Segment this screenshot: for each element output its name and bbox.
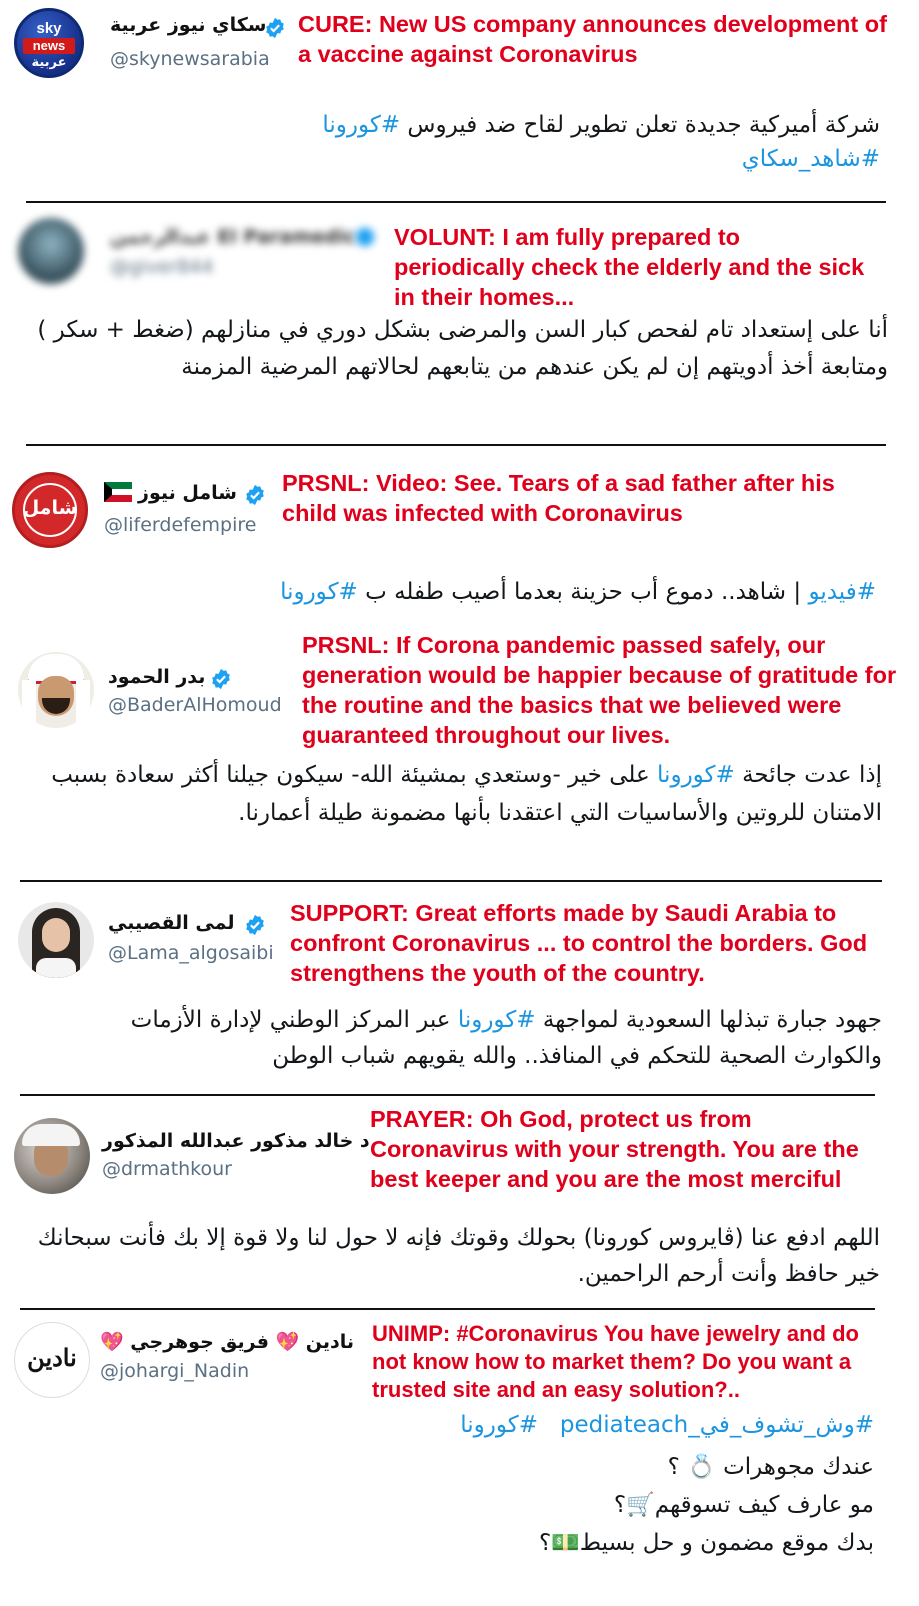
hashtag[interactable]: #كورونا <box>457 1007 536 1033</box>
tweet-line: عندك مجوهرات 💍 ؟ <box>667 1454 874 1480</box>
post-khaled <box>0 1098 919 1308</box>
author-handle[interactable]: @BaderAlHomoud <box>108 694 282 716</box>
author-name[interactable]: د خالد مذكور عبدالله المذكور <box>102 1130 370 1152</box>
translation-caption: SUPPORT: Great efforts made by Saudi Arabia to confront Coronavirus ... to control the borders. God strengthens the youth of the country. <box>290 900 868 986</box>
author-handle[interactable]: @johargi_Nadin <box>100 1360 250 1382</box>
avatar[interactable] <box>18 652 94 728</box>
translation-caption: PRSNL: If Corona pandemic passed safely, our generation would be happier because of gratitude for the routine and the basics that we believed were guaranteed throughout our lives. <box>302 632 897 748</box>
verified-icon <box>210 668 232 690</box>
tweet-text: أنا على إستعداد تام لفحص كبار السن والمرضى بشكل دوري في منازلهم (ضغط + سكر ) ومتابعة أخذ أدويتهم إن لم يكن عندهم من يتابعهم لحالاتهم المرضية المزمنة <box>37 317 888 380</box>
translation-caption: PRSNL: Video: See. Tears of a sad father after his child was infected with Coronavirus <box>282 470 835 526</box>
post-bader <box>0 628 919 878</box>
hashtag[interactable]: #كورونا <box>322 112 401 138</box>
avatar[interactable] <box>14 1322 90 1398</box>
divider <box>20 1094 875 1096</box>
tweet-text: اللهم ادفع عنا (ڤايروس كورونا) بحولك وقوتك فإنه لا حول لنا ولا قوة إلا بك فأنت سبحانك خير حافظ وأنت أرحم الراحمين. <box>37 1225 880 1287</box>
verified-icon <box>244 914 266 936</box>
post-paramedic <box>0 204 919 444</box>
post-lama <box>0 884 919 1094</box>
translation-caption: UNIMP: #Coronavirus You have jewelry and do not know how to market them? Do you want a trusted site and an easy solution?.. <box>372 1321 859 1402</box>
avatar[interactable] <box>14 8 84 78</box>
author-handle[interactable]: @Lama_algosaibi <box>108 942 274 964</box>
author-name[interactable]: سكاي نيوز عربية <box>110 14 267 36</box>
verified-icon <box>354 226 376 248</box>
tweet-text <box>120 1406 874 1562</box>
verified-icon <box>264 17 286 39</box>
divider <box>20 1308 875 1310</box>
author-handle[interactable]: @liferdefempire <box>104 514 257 536</box>
author-handle[interactable]: @drmathkour <box>102 1158 232 1180</box>
hashtag[interactable]: #شاهد_سكاي <box>741 146 880 172</box>
translation-caption: CURE: New US company announces development of a vaccine against Coronavirus <box>298 11 887 67</box>
translation-caption: VOLUNT: I am fully prepared to periodically check the elderly and the sick in their homes... <box>394 224 865 310</box>
avatar[interactable] <box>18 902 94 978</box>
divider <box>26 444 886 446</box>
author-name[interactable]: شامل نيوز <box>138 482 237 504</box>
author-name[interactable]: نادين 💖 فريق جوهرجي 💖 <box>100 1331 355 1353</box>
post-skynews <box>0 0 919 200</box>
tweet-text <box>180 108 880 176</box>
tweet-text <box>22 756 882 832</box>
hashtag[interactable]: #فيديو <box>808 579 876 605</box>
hashtag[interactable]: #كورونا <box>460 1412 538 1438</box>
divider <box>20 880 882 882</box>
tweet-body: | شاهد.. دموع أب حزينة بعدما أصيب طفله ب <box>357 579 809 605</box>
verified-icon <box>244 484 266 506</box>
hashtag[interactable]: #وش_تشوف_في_pediateach <box>559 1412 874 1438</box>
logo-text-sky: sky <box>36 20 62 37</box>
divider <box>26 201 886 203</box>
logo-text-news: news <box>23 38 75 54</box>
tweet-text <box>44 1002 882 1074</box>
tweet-body: عبر المركز الوطني لإدارة الأزمات والكوارث الصحية للتحكم في المنافذ.. والله يقويهم شباب الوطن <box>130 1007 882 1069</box>
author-name[interactable]: بدر الحمود <box>108 666 206 688</box>
tweet-line: بدك موقع مضمون و حل بسيط💵؟ <box>538 1530 874 1556</box>
logo-text: شامل <box>22 497 78 519</box>
tweet-body: جهود جبارة تبذلها السعودية لمواجهة <box>535 1007 882 1033</box>
logo-text: نادين <box>27 1343 77 1372</box>
tweet-body: إذا عدت جائحة <box>734 762 882 788</box>
hashtag[interactable]: #كورونا <box>280 579 358 605</box>
avatar[interactable] <box>18 218 84 284</box>
logo-text-arabic: عربية <box>31 55 67 70</box>
translation-caption: PRAYER: Oh God, protect us from Coronavirus with your strength. You are the best keeper and you are the most merciful <box>370 1106 859 1192</box>
tweet-line: مو عارف كيف تسوقهم🛒؟ <box>613 1492 874 1518</box>
author-name[interactable]: لمى القصيبي <box>108 912 235 934</box>
avatar[interactable] <box>14 1118 90 1194</box>
author-handle[interactable]: @skynewsarabia <box>110 48 270 70</box>
post-shamel <box>0 448 919 628</box>
author-name[interactable]: El Paramedic عبدالرحمن <box>110 226 356 248</box>
kuwait-flag-icon <box>104 482 132 502</box>
hashtag[interactable]: #كورونا <box>657 762 735 788</box>
tweet-text <box>140 575 876 609</box>
tweet-body: على خير -وستعدي بمشيئة الله- سيكون جيلنا أكثر سعادة بسبب الامتنان للروتين والأساسيات التي اعتقدنا بأنها مضمونة طيلة أعمارنا. <box>51 762 882 826</box>
tweet-line: شركة أميركية جديدة تعلن تطوير لقاح ضد فيروس <box>407 112 880 138</box>
author-handle[interactable]: @giver844 <box>110 256 214 278</box>
avatar[interactable] <box>12 472 88 548</box>
post-nadin <box>0 1312 919 1606</box>
